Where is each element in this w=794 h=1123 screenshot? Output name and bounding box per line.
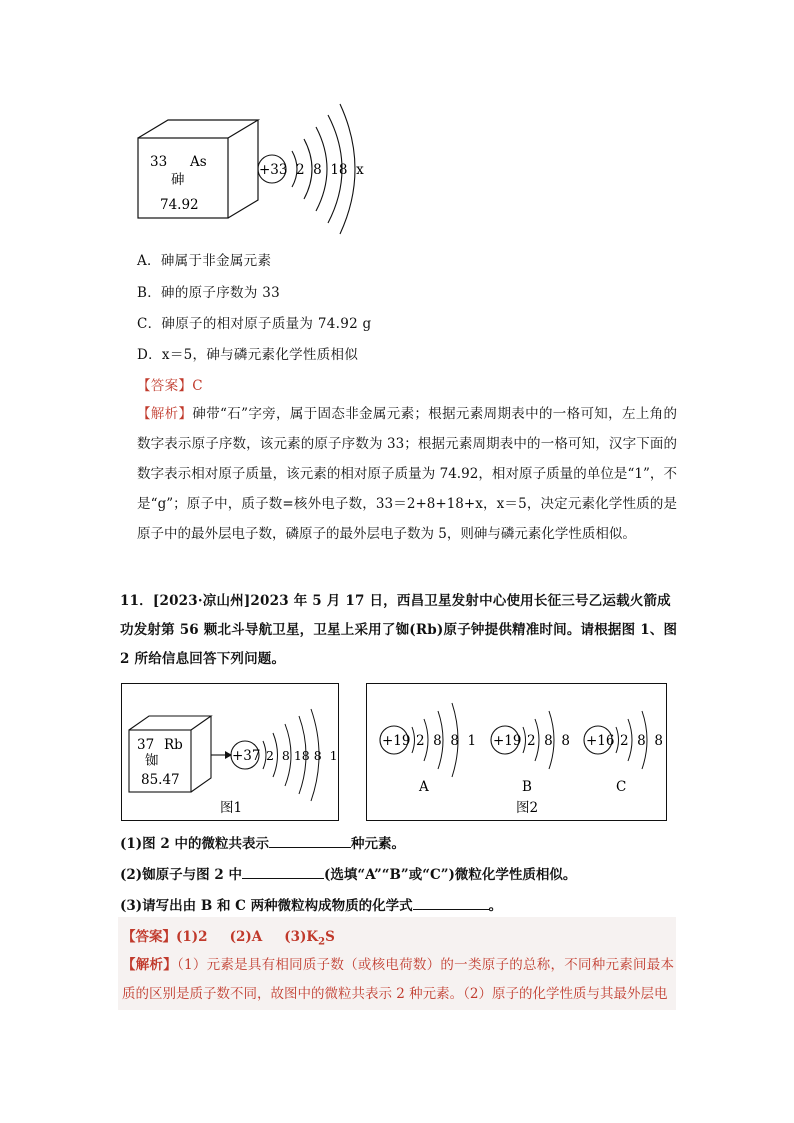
explanation-label: 【解析】 [137,406,193,422]
particle-a-shells: 2 8 8 1 [416,733,477,749]
arsenic-mass: 74.92 [160,197,199,213]
arsenic-nucleus-charge: +33 [259,162,288,178]
rubidium-atomic-number: 37 [137,737,155,753]
answer-value: C [192,378,203,394]
option-d: D．x＝5，砷与磷元素化学性质相似 [137,347,359,363]
explanation-1 [137,399,677,549]
rubidium-figure [121,683,339,821]
particles-figure [366,683,667,821]
arsenic-atom-diagram [258,104,364,234]
rubidium-nucleus-charge: +37 [232,748,261,764]
arsenic-electron-shells: 2 8 18 x [296,162,364,178]
particle-a-label: A [419,779,429,795]
subquestion-3: (3)请写出由 B 和 C 两种微粒构成物质的化学式 。 [120,898,503,914]
figure-2-caption: 图2 [516,800,539,816]
subquestion-2: (2)铷原子与图 2 中 (选填“A”“B”或“C”)微粒化学性质相似。 [120,867,577,883]
explanation-2: 【解析】（1）元素是具有相同质子数（或核电荷数）的一类原子的总称，不同种元素间最本质的区别是质子数不同，故图中的微粒共表示 2 种元素。（2）原子的化学性质与其最外层电 [122,957,674,1002]
particle-b-label: B [522,779,532,795]
particle-c-shells: 2 8 8 [620,733,663,749]
answer-label: 【答案】 [137,378,193,394]
arsenic-atomic-number: 33 [150,154,168,170]
arsenic-name: 砷 [171,172,185,188]
particle-b-shells: 2 8 8 [527,733,570,749]
particle-c-label: C [616,779,627,795]
particle-c [584,711,663,795]
particle-a [380,703,476,795]
answer-blank-2[interactable] [242,866,324,879]
explanation-text: 砷带“石”字旁，属于固态非金属元素；根据元素周期表中的一格可知，左上角的数字表示原子序数，该元素的原子序数为 33；根据元素周期表中的一格可知，汉字下面的数字表示相对原子质量，该元素的相对原子质量为 74.92，相对原子质量的单位是“1”，不是“g”；原子中，质子数=核外电子数，33＝2+8+18+x，x＝5，决定元素化学性质的是原子中的最外层电子数，磷原子的最外层电子数为 5，则砷与磷元素化学性质相似。 [137,406,677,542]
rubidium-electron-shells: 2 8 18 8 1 [266,748,338,763]
question-11-text: 11．[2023·凉山州]2023 年 5 月 17 日，西昌卫星发射中心使用长征三号乙运载火箭成功发射第 56 颗北斗导航卫星，卫星上采用了铷(Rb)原子钟提供精准时间。请根据图 1、图 2 所给信息回答下列问题。 [120,593,678,667]
option-c: C．砷原子的相对原子质量为 74.92 g [137,316,372,332]
particle-b [491,711,570,795]
answer-line-1 [137,374,203,394]
particle-c-nucleus: +16 [586,733,615,749]
rubidium-symbol: Rb [164,737,183,753]
rubidium-name: 铷 [145,753,159,769]
rubidium-mass: 85.47 [141,772,180,788]
particle-a-nucleus: +19 [382,733,411,749]
arsenic-symbol: As [190,154,207,170]
rubidium-arrow [211,751,232,759]
arsenic-figure [130,96,370,236]
option-a: A．砷属于非金属元素 [137,253,272,269]
figure-1-caption: 图1 [220,800,243,816]
answer-blank-1[interactable] [269,835,351,848]
answer-blank-3[interactable] [413,897,489,910]
particle-b-nucleus: +19 [493,733,522,749]
option-b: B．砷的原子序数为 33 [137,285,280,301]
answer-line-2: 【答案】(1)2 (2)A $(3)K_2S$ [122,929,335,948]
subquestion-1: (1)图 2 中的微粒共表示 种元素。 [120,836,405,852]
